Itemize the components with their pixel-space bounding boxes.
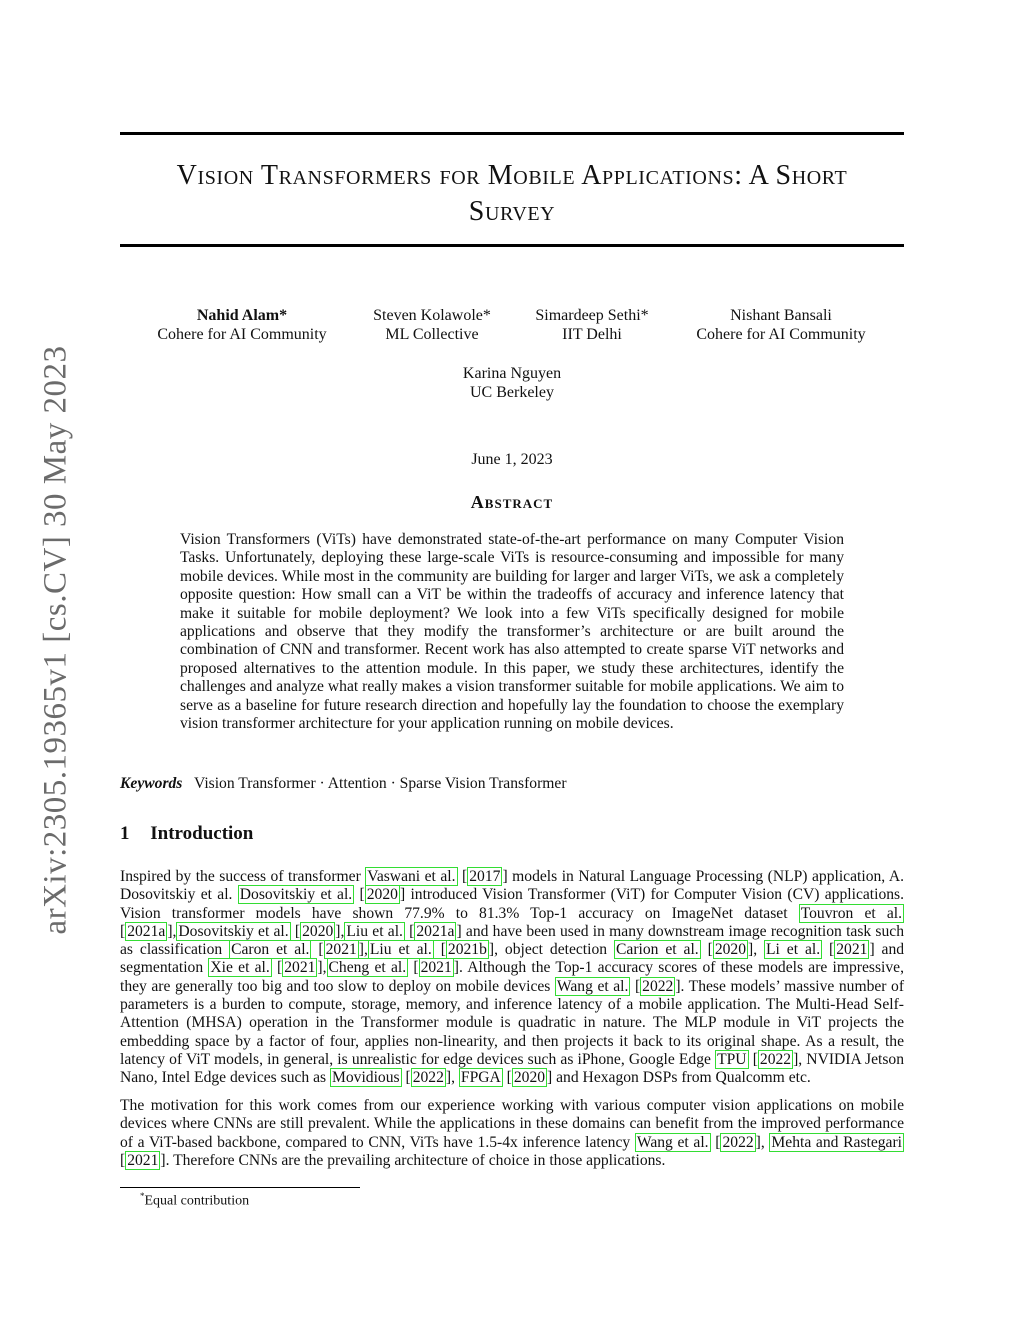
paragraph-text: ], (335, 922, 345, 940)
author (696, 306, 865, 344)
paragraph-text: [ (433, 941, 446, 959)
citation-link[interactable]: 2020 (714, 941, 746, 959)
paragraph-text: ], (748, 941, 765, 959)
footnote-rule (120, 1187, 360, 1188)
author-affiliation: Cohere for AI Community (696, 326, 866, 343)
paragraph-text: ], (445, 1069, 459, 1087)
arxiv-identifier: arXiv:2305.19365v1 [cs.CV] 30 May 2023 (37, 345, 74, 935)
paragraph-text: ], object detection (488, 941, 614, 959)
paragraph-text: [ (271, 959, 283, 977)
paragraph-text: [ (120, 922, 126, 940)
citation-link[interactable]: 2022 (642, 977, 674, 995)
citation-link[interactable]: Wang et al. (556, 977, 629, 995)
paragraph-text: [ (404, 922, 415, 940)
citation-link[interactable]: Vaswani et al. (367, 868, 456, 885)
citation-link[interactable]: 2020 (366, 886, 398, 904)
paragraph-text: Inspired by the success of transformer (120, 868, 366, 885)
citation-link[interactable]: Dosovitskiy et al. (178, 922, 289, 940)
citation-link[interactable]: 2021 (127, 1151, 159, 1169)
paragraph-text: ]. Although the Top-1 accuracy scores of these models are impressive, they are generally too big and too slow to deploy on mobile devices (120, 959, 905, 995)
paragraph-text: ] and have been used in many downstream image recognition task such as classification (120, 922, 905, 959)
paragraph-text: [ (354, 886, 365, 904)
author-name: Karina Nguyen (462, 365, 562, 382)
citation-link[interactable]: Mehta and Rastegari (771, 1133, 903, 1151)
author (535, 306, 648, 344)
paragraph-text: ], NVIDIA Jetson Nano, Intel Edge devices such as (120, 1050, 904, 1087)
author-name: Simardeep Sethi* (535, 307, 649, 324)
citation-link[interactable]: 2022 (412, 1069, 444, 1087)
citation-link[interactable]: FPGA (460, 1069, 501, 1087)
author-list (120, 306, 904, 346)
keywords-label: Keywords (120, 775, 183, 792)
title-rule-top (120, 132, 904, 135)
paragraph-text: [ (457, 868, 468, 885)
citation-link[interactable]: TPU (717, 1050, 747, 1068)
paragraph-text: [ (710, 1133, 721, 1151)
paragraph-text: ]. Therefore CNNs are the prevailing architecture of choice in those applications. (160, 1151, 666, 1169)
paragraph-text: ], (755, 1133, 770, 1151)
citation-link[interactable]: 2021 (420, 959, 452, 977)
paragraph-text: ], (167, 922, 177, 940)
paragraph-text: [ (700, 941, 713, 959)
keywords-line (120, 774, 904, 793)
citation-link[interactable]: 2020 (302, 922, 334, 940)
author-affiliation: ML Collective (385, 326, 479, 343)
citation-link[interactable]: 2021a (416, 922, 455, 940)
paragraph-text: [ (408, 959, 419, 977)
abstract-heading: Abstract (470, 492, 554, 512)
section-heading-introduction (120, 823, 253, 845)
paragraph-text: [ (311, 941, 324, 959)
citation-link[interactable]: Wang et al. (636, 1133, 709, 1151)
citation-link[interactable]: Liu et al. (346, 922, 403, 940)
title-line-1: Vision Transformers for Mobile Applications: A Short (176, 160, 848, 191)
paper-title (120, 158, 904, 230)
citation-link[interactable]: Cheng et al. (328, 959, 407, 977)
paragraph-text: [ (822, 941, 835, 959)
citation-link[interactable]: 2021b (447, 941, 487, 959)
intro-paragraph-2 (120, 1097, 904, 1170)
footnote-text: Equal contribution (144, 1193, 250, 1209)
paragraph-text: ] and Hexagon DSPs from Qualcomm etc. (547, 1069, 811, 1087)
citation-link[interactable]: Carion et al. (616, 941, 699, 959)
citation-link[interactable]: 2021a (127, 922, 166, 940)
citation-link[interactable]: Dosovitskiy et al. (239, 886, 353, 904)
author (157, 306, 326, 344)
paragraph-text: ] and segmentation (120, 941, 905, 977)
paragraph-text: ] introduced Vision Transformer (ViT) for Computer Vision (CV) applications. Vision transformer models have shown 77.9% to 81.3% Top-1 accuracy on ImageNet dataset (120, 886, 905, 922)
intro-paragraph-1 (120, 868, 904, 1088)
author-5 (120, 364, 904, 402)
footnote-mark: * (140, 1191, 145, 1201)
author-affiliation: Cohere for AI Community (157, 326, 327, 343)
paper-date: June 1, 2023 (471, 451, 553, 468)
paragraph-text: [ (120, 1151, 126, 1169)
keywords-text: Vision Transformer · Attention · Sparse Vision Transformer (194, 775, 567, 792)
paragraph-text: ]. These models’ massive number of parameters is a burden to compute, storage, memory, and inference latency of a mobile application. The Multi-Head Self-Attention (MHSA) operation in the Transformer module is quadratic in nature. The MLP module in ViT projects the embedding space by a factor of four, applies non-linearity, and then projects it back to its original shape. As a result, the latency of ViT models, in general, is unrealistic for edge devices such as iPhone, Google Edge (120, 977, 905, 1068)
paragraph-text: [ (401, 1069, 411, 1087)
citation-link[interactable]: Touvron et al. (800, 904, 902, 922)
citation-link[interactable]: Liu et al. (369, 941, 432, 959)
footnote (140, 1191, 249, 1210)
author-name: Nishant Bansali (730, 307, 832, 324)
citation-link[interactable]: Xie et al. (210, 959, 270, 977)
paragraph-text: ] models in Natural Language Processing (NLP) application, A. Dosovitskiy et al. (120, 868, 904, 904)
paragraph-text: [ (748, 1050, 758, 1068)
title-rule-bottom (120, 244, 904, 247)
citation-link[interactable]: 2021 (325, 941, 357, 959)
author-affiliation: UC Berkeley (470, 384, 554, 401)
author-name: Steven Kolawole* (373, 307, 491, 324)
paragraph-text: ], (358, 941, 368, 959)
citation-link[interactable]: Movidious (332, 1069, 400, 1087)
paragraph-text: [ (502, 1069, 512, 1087)
citation-link[interactable]: 2022 (722, 1133, 754, 1151)
section-number: 1 (120, 823, 130, 844)
citation-link[interactable]: 2022 (759, 1050, 792, 1068)
author-name: Nahid Alam* (196, 307, 288, 324)
section-title: Introduction (150, 823, 254, 844)
paragraph-text: [ (630, 977, 641, 995)
citation-link[interactable]: 2021 (284, 959, 316, 977)
citation-link[interactable]: 2021 (836, 941, 868, 959)
citation-link[interactable]: Li et al. (766, 941, 821, 959)
paragraph-text: The motivation for this work comes from our experience working with various computer vision applications on mobile devices where CNNs are still prevalent. While the applications in these domains can benefit from the improved performance of a ViT-based backbone, compared to CNN, ViTs have 1.5-4x inference latency (120, 1097, 904, 1151)
citation-link[interactable]: 2020 (513, 1069, 546, 1087)
citation-link[interactable]: 2017 (469, 868, 501, 885)
author (373, 306, 491, 344)
paragraph-text: [ (290, 922, 301, 940)
paragraph-text: ], (317, 959, 327, 977)
title-line-2: Survey (468, 196, 556, 227)
abstract-text: Vision Transformers (ViTs) have demonstrated state-of-the-art performance on many Computer Vision Tasks. Unfortunately, deploying these large-scale ViTs is resource-consuming and impossible for many mobile devices. While most in the community are building for larger and larger ViTs, we ask a completely opposite question: How small can a ViT be within the tradeoffs of accuracy and inference latency that make it suitable for mobile deployment? We look into a few ViTs specifically designed for mobile applications and observe that they modify the transformer’s architecture or are built around the combination of CNN and transformer. Recent work has also attempted to create sparse ViT networks and proposed alternatives to the attention module. In this paper, we study these architectures, identify the challenges and analyze what really makes a vision transformer suitable for mobile applications. We aim to serve as a baseline for future research direction and hopefully lay the foundation to choose the exemplary vision transformer architecture for your application running on mobile devices. (180, 531, 844, 733)
author-affiliation: IIT Delhi (562, 326, 622, 343)
citation-link[interactable]: Caron et al. (231, 941, 310, 959)
